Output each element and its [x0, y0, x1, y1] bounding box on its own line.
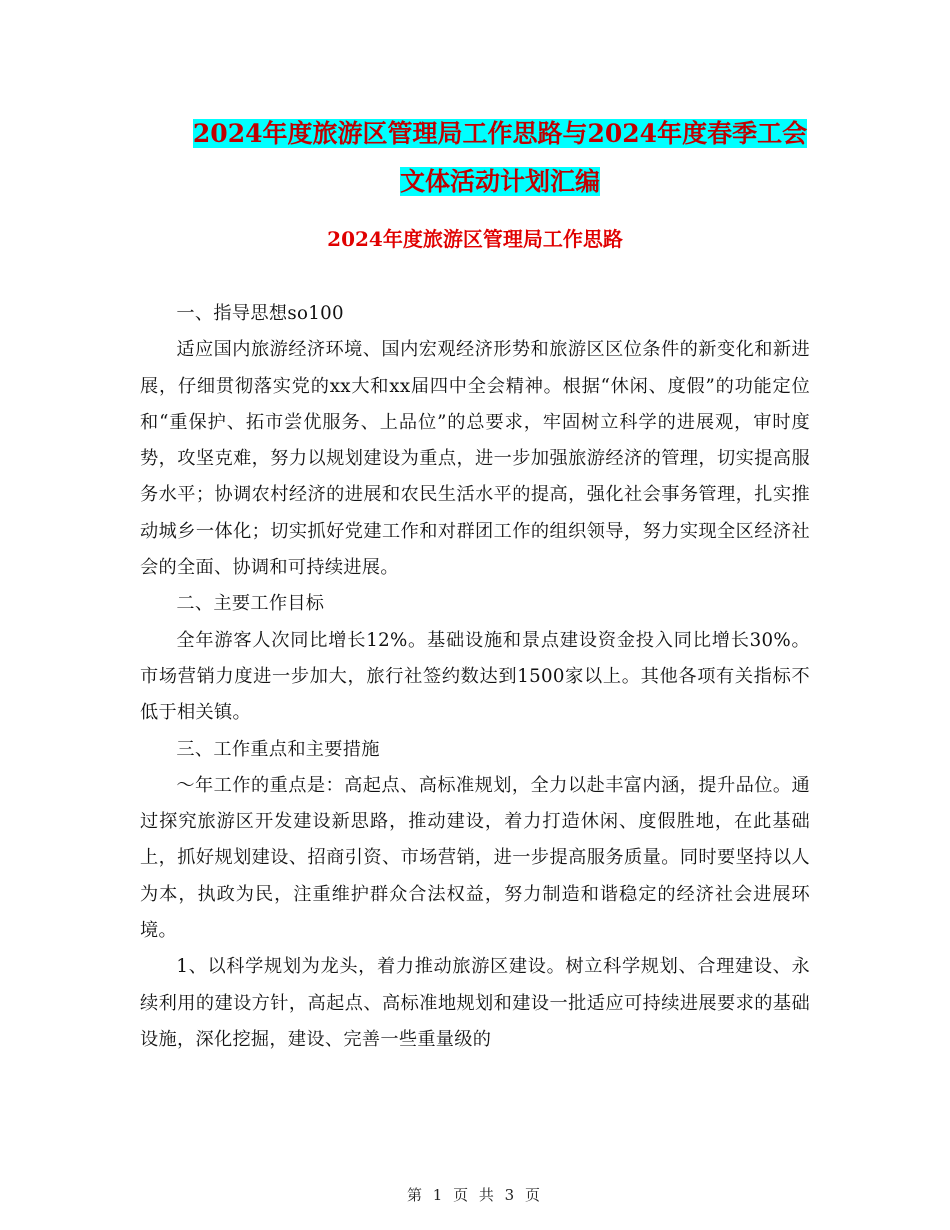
document-title [140, 110, 860, 206]
paragraph-planning: 1、以科学规划为龙头，着力推动旅游区建设。树立科学规划、合理建设、永续利用的建设方针，高起点、高标准地规划和建设一批适应可持续进展要求的基础设施，深化挖掘，建设、完善一些重量级的 [140, 956, 810, 1050]
heading-guiding-ideology: 一、指导思想so100 [176, 303, 344, 324]
page-number: 第 1 页 共 3 页 [407, 1186, 543, 1204]
document-body [140, 296, 810, 1058]
heading-main-goals: 二、主要工作目标 [176, 593, 325, 615]
title-line-2: 文体活动计划汇编 [399, 167, 600, 196]
page-footer [0, 1184, 950, 1205]
paragraph-guiding-ideology: 适应国内旅游经济环境、国内宏观经济形势和旅游区区位条件的新变化和新进展，仔细贯彻落实党的xx大和xx届四中全会精神。根据“休闲、度假”的功能定位和“重保护、拓市尝优服务、上品位”的总要求，牢固树立科学的进展观，审时度势，攻坚克难，努力以规划建设为重点，进一步加强旅游经济的管理，切实提高服务水平；协调农村经济的进展和农民生活水平的提高，强化社会事务管理，扎实推动城乡一体化；切实抓好党建工作和对群团工作的组织领导，努力实现全区经济社会的全面、协调和可持续进展。 [140, 339, 810, 579]
title-line-1: 2024年度旅游区管理局工作思路与2024年度春季工会 [192, 119, 808, 148]
paragraph-main-goals: 全年游客人次同比增长12%。基础设施和景点建设资金投入同比增长30%。市场营销力度进一步加大，旅行社签约数达到1500家以上。其他各项有关指标不低于相关镇。 [140, 629, 810, 724]
paragraph-key-measures: ～年工作的重点是：高起点、高标准规划，全力以赴丰富内涵，提升品位。通过探究旅游区开发建设新思路，推动建设，着力打造休闲、度假胜地，在此基础上，抓好规划建设、招商引资、市场营销，进一步提高服务质量。同时要坚持以人为本，执政为民，注重维护群众合法权益，努力制造和谐稳定的经济社会进展环境。 [140, 774, 810, 942]
heading-key-measures: 三、工作重点和主要措施 [176, 738, 380, 760]
section-title: 2024年度旅游区管理局工作思路 [327, 227, 623, 251]
